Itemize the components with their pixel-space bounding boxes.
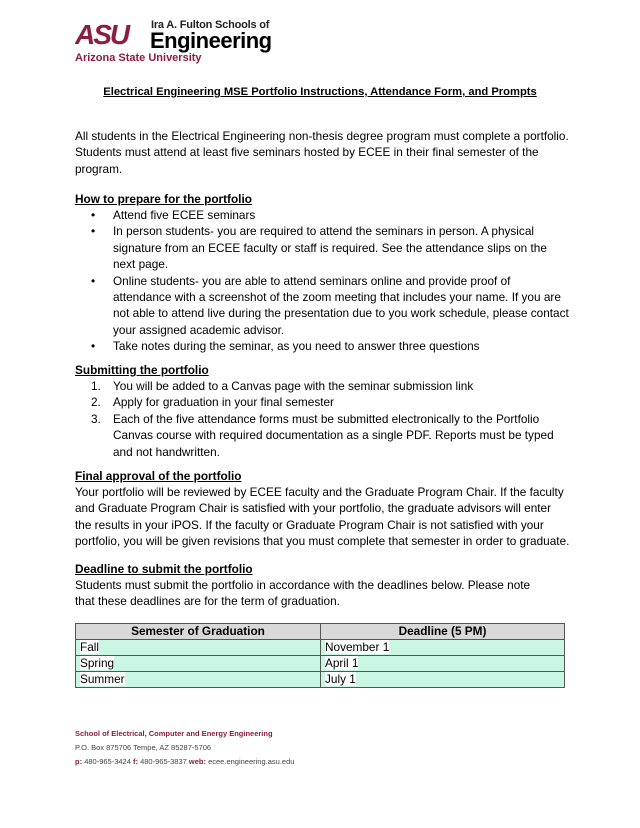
web-address: ecee.engineering.asu.edu: [208, 757, 295, 766]
fax-number: 480-965-3837: [140, 757, 187, 766]
footer-address: P.O. Box 875706 Tempe, AZ 85287-5706: [75, 743, 212, 752]
table-cell: [321, 672, 565, 688]
deadline-paragraph: [75, 577, 570, 610]
deadline-line: that these deadlines are for the term of graduation.: [75, 594, 340, 609]
footer: [75, 727, 294, 769]
intro-paragraph: All students in the Electrical Engineering non-thesis degree program must complete a portfolio. Students must attend at least five seminars hosted by ECEE in their final semester of the program.: [75, 129, 569, 176]
table-cell: [76, 672, 321, 688]
phone-number: 480-965-3424: [84, 757, 131, 766]
phone-label: p:: [75, 757, 83, 766]
list-item: 3. Each of the five attendance forms must be submitted electronically to the Portfolio Canvas course with required documentation as a single PDF. Reports must be typed and not handwritten.: [91, 411, 554, 459]
cell-text: July 1: [325, 672, 356, 686]
list-item: • Attend five ECEE seminars: [91, 208, 256, 222]
table-header-row: [76, 624, 565, 640]
submitting-list: [75, 378, 570, 460]
list-item: 1. You will be added to a Canvas page with the seminar submission link: [91, 379, 474, 393]
deadline-line: Students must submit the portfolio in accordance with the deadlines below. Please note: [75, 578, 531, 592]
svg-text:ASU: ASU: [75, 21, 129, 47]
table-row: [76, 672, 565, 688]
table-row: [76, 640, 565, 656]
approval-heading: Final approval of the portfolio: [75, 469, 242, 483]
submitting-heading: Submitting the portfolio: [75, 363, 209, 377]
table-cell: [321, 656, 565, 672]
logo-schools-text: Ira A. Fulton Schools of: [151, 19, 270, 31]
footer-contact: [75, 755, 294, 769]
fax-label: f:: [133, 757, 138, 766]
page-title: Electrical Engineering MSE Portfolio Instructions, Attendance Form, and Prompts: [103, 86, 537, 98]
list-item: • Online students- you are able to attend seminars online and provide proof of attendance with a screenshot of the zoom meeting that includes your name. If you are not able to attend live during the presentation due to you work schedule, please contact your assigned academic advisor.: [91, 273, 569, 337]
prepare-list: [75, 207, 570, 355]
web-label: web:: [188, 757, 206, 766]
table-header: Deadline (5 PM): [321, 624, 565, 640]
table-cell: [76, 656, 321, 672]
cell-text: Summer: [80, 672, 125, 686]
prepare-heading: How to prepare for the portfolio: [75, 192, 252, 206]
table-cell: [321, 640, 565, 656]
logo-university-text: Arizona State University: [75, 52, 202, 64]
asu-logo: [75, 19, 275, 69]
table-cell: [76, 640, 321, 656]
cell-text: April 1: [325, 656, 359, 670]
approval-paragraph: Your portfolio will be reviewed by ECEE faculty and the Graduate Program Chair. If the faculty and Graduate Program Chair is satisfied with your portfolio, the graduate advisors will enter the results in your iPOS. If the faculty or Graduate Program Chair is not satisfied with your portfolio, you will be given revisions that you must complete that semester in order to graduate.: [75, 485, 570, 549]
cell-text: November 1: [325, 640, 390, 654]
deadline-table: [75, 623, 565, 688]
list-item: • In person students- you are required to attend the seminars in person. A physical signature from an ECEE faculty or staff is required. See the attendance slips on the next page.: [91, 224, 547, 272]
table-row: [76, 656, 565, 672]
list-item: • Take notes during the seminar, as you need to answer three questions: [91, 339, 480, 354]
footer-school: School of Electrical, Computer and Energy Engineering: [75, 729, 273, 738]
asu-mark-icon: [75, 21, 146, 47]
list-item: 2. Apply for graduation in your final semester: [91, 395, 334, 410]
cell-text: Fall: [80, 640, 100, 654]
deadline-heading: Deadline to submit the portfolio: [75, 562, 253, 576]
logo-engineering-text: Engineering: [150, 28, 272, 53]
cell-text: Spring: [80, 656, 115, 670]
table-header: Semester of Graduation: [76, 624, 321, 640]
